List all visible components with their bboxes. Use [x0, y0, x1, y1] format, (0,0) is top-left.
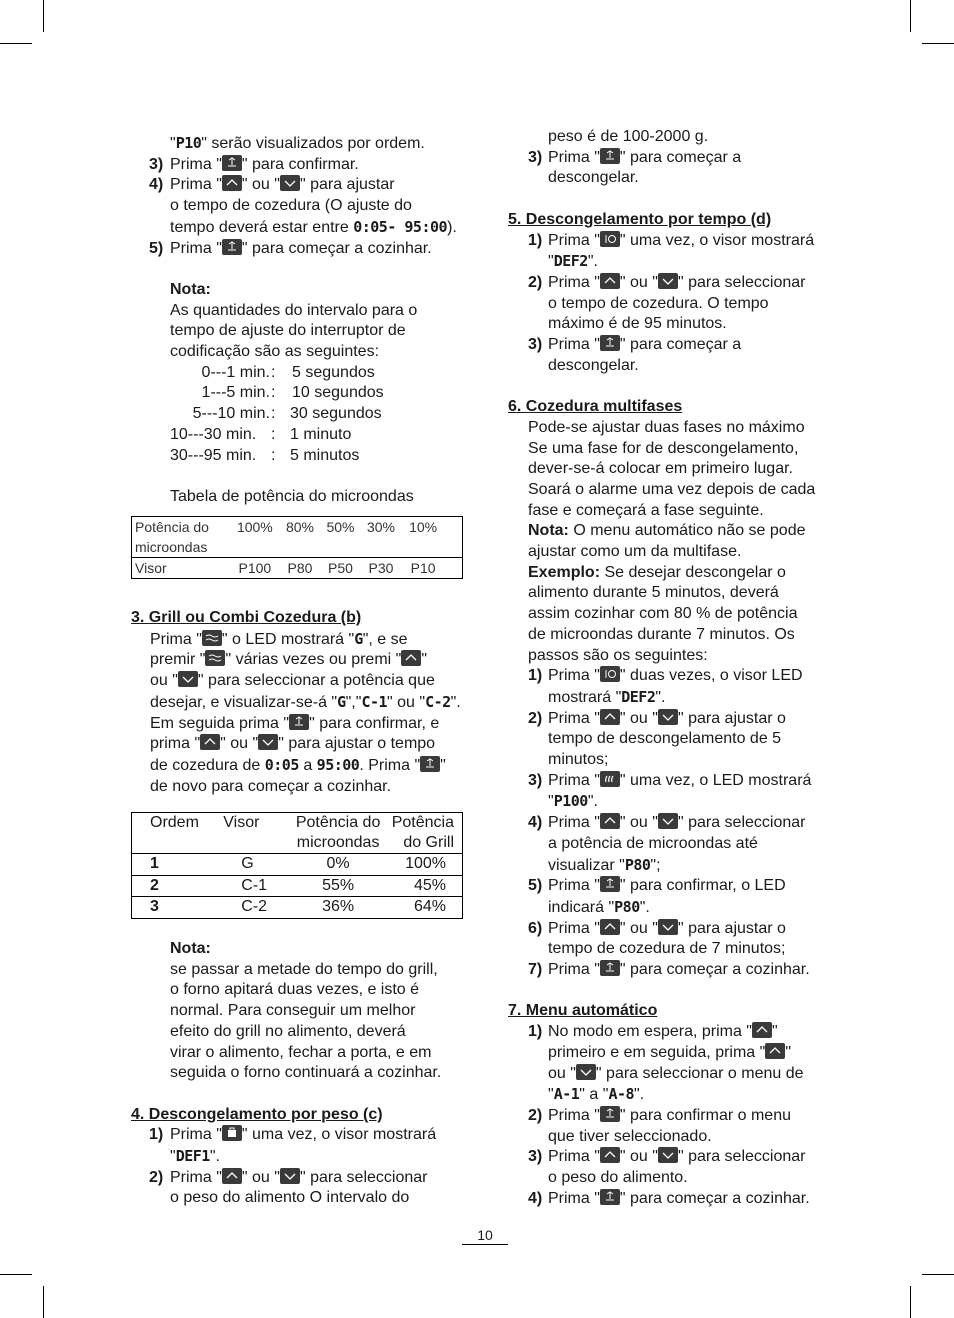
down-arrow-icon — [658, 709, 678, 725]
grill-icon — [205, 650, 225, 666]
down-arrow-icon — [178, 671, 198, 687]
table-header: Visor — [223, 814, 260, 831]
time-defrost-icon — [600, 666, 620, 682]
crop-mark — [43, 0, 44, 32]
section-3: 3. Grill ou Combi Cozedura (b) Prima " " o LED mostrará "G", e se premir " " várias vezes ou premi " " ou " " para seleccionar a potência que desejar, e visualizar-se-á "G","C-1" ou "C-2". Em seguida prima " " para confirmar, e prima " " ou " " para ajustar o tempo de cozedura de 0:05 a 95:00. Prima " " de novo para começar a cozinhar. — [131, 608, 465, 797]
up-arrow-icon — [752, 1022, 772, 1038]
crop-mark — [922, 1274, 954, 1275]
up-arrow-icon — [765, 1043, 785, 1059]
up-arrow-icon — [222, 175, 242, 191]
note-2: Nota: se passar a metade do tempo do grill, o forno apitará duas vezes, e isto é normal. Para conseguir um melhor efeito do grill no alimento, deverá virar o alimento, fechar a porta, e em seguida o forno continuará a cozinhar. 4. Descongelamento por peso (c) 1) Prima " " uma vez, o visor mostrará "DEF1". 2) Prima " " ou " " para seleccionar o peso do alimento O intervalo do — [131, 939, 465, 1209]
interval-row: 0---1 min. : 5 segundos — [201, 363, 375, 381]
section-title: 4. Descongelamento por peso (c) — [131, 1105, 383, 1123]
microwave-power-icon — [600, 771, 620, 787]
interval-row: 1---5 min. : 10 segundos — [201, 384, 384, 402]
crop-mark — [0, 43, 32, 44]
section-title: 7. Menu automático — [508, 1002, 658, 1020]
table-header: Ordem — [150, 814, 199, 831]
left-column: "P10" serão visualizados por ordem. 3) Prima " " para confirmar. 4) Prima " " ou " " para ajustar o tempo de cozedura (O ajuste do tempo deverá estar entre 0:05- 95:00). 5) Prima " " para começar a cozinhar. Nota: As quantidades do intervalo para o tempo de ajuste do interruptor de codificação são as seguintes: 0---1 min. : 5 segundos 1---5 min. : 10 segundos 5---10 min. : 30 segundos 10---30 min. : 1 minuto 30---95 min. : 5 minutos Tabela de potência do microondas — [131, 133, 465, 508]
interval-row: 10---30 min. : 1 minuto — [170, 425, 352, 443]
table-row: 2 C-1 55% 45% — [132, 875, 463, 897]
start-button-icon — [420, 756, 440, 772]
note-title: Nota: — [170, 940, 211, 957]
down-arrow-icon — [658, 1147, 678, 1163]
table-header: Potência do Grill — [391, 814, 454, 851]
step-number: 3) — [149, 155, 164, 173]
section-title: 6. Cozedura multifases — [508, 398, 683, 416]
down-arrow-icon — [280, 175, 300, 191]
crop-mark — [910, 0, 911, 32]
table-title: Tabela de potência do microondas — [170, 487, 414, 505]
up-arrow-icon — [600, 813, 620, 829]
up-arrow-icon — [600, 709, 620, 725]
time-defrost-icon — [600, 231, 620, 247]
down-arrow-icon — [658, 273, 678, 289]
note-title: Nota: — [170, 280, 211, 298]
start-button-icon — [600, 148, 620, 164]
down-arrow-icon — [576, 1064, 596, 1080]
grill-icon — [202, 630, 222, 646]
page-number: 10 — [462, 1226, 508, 1245]
table-row: 3 C-2 36% 64% — [132, 897, 463, 919]
start-button-icon — [600, 876, 620, 892]
table-row: 1 G 0% 100% — [132, 854, 463, 876]
crop-mark — [922, 43, 954, 44]
up-arrow-icon — [600, 273, 620, 289]
down-arrow-icon — [258, 734, 278, 750]
weight-defrost-icon — [222, 1125, 242, 1141]
start-button-icon — [222, 155, 242, 171]
down-arrow-icon — [658, 813, 678, 829]
start-button-icon — [289, 714, 309, 730]
start-button-icon — [600, 960, 620, 976]
up-arrow-icon — [401, 650, 421, 666]
up-arrow-icon — [600, 919, 620, 935]
table-header: Potência do microondas — [135, 519, 209, 555]
start-button-icon — [600, 335, 620, 351]
right-column: peso é de 100-2000 g. 3) Prima " " para começar a descongelar. 5. Descongelamento por tempo (d) 1) Prima " " uma vez, o visor mostrará "DEF2". 2) Prima " " ou " " para seleccionar o tempo de cozedura. O tempo máximo é de 95 minutos. 3) Prima " " para começar a descongelar. 6. Cozedura multifases Pode-se ajustar duas fases no máximo Se uma fase for de descongelamento, dever-se-á colocar em primeiro lugar. Soará o alarme uma vez depois de cada fase e começará a fase seguinte. Nota: O menu automático não se pode ajustar como um da multifase. Exemplo: Se desejar descongelar o alimento durante 5 minutos, deverá assim cozinhar com 80 % de potência de microondas durante 7 minutos. Os passos são os seguintes: 1) Prima " " duas vezes, o visor LED mostrará "DEF2". 2) Prima " " ou " " para ajustar o tempo de descongelamento de 5 minutos; 3) Prima " " uma vez, o LED mostrará "P100". 4) Prima " " ou " " para seleccionar a potência de microondas até visualizar "P80"; 5) Prima " " para confirmar, o LED indicará "P80". 6) Prima " " ou " " para ajustar o tempo de cozedura de 7 minutos; 7) Prima " " para começar a cozinhar. 7. Menu automático 1) No modo em espera, prima " " primeiro e em seguida, prima " " ou " " para seleccionar o menu de "A-1" a "A-8". 2) Prima " " para confirmar o menu que tiver seleccionado. 3) Prima " " ou " " para seleccionar o peso do alimento. 4) Prima " " para começar a cozinhar. — [508, 127, 844, 1210]
table-header: Potência do microondas — [295, 814, 381, 851]
crop-mark — [0, 1274, 32, 1275]
table-cell: Visor — [132, 558, 231, 579]
down-arrow-icon — [280, 1168, 300, 1184]
crop-mark — [910, 1286, 911, 1318]
start-button-icon — [600, 1106, 620, 1122]
start-button-icon — [222, 239, 242, 255]
power-table: Potência do microondas 100% 80% 50% 30% 10% Visor P100 P80 P50 P30 P10 — [131, 516, 463, 579]
section-title: 5. Descongelamento por tempo (d) — [508, 210, 772, 228]
interval-row: 5---10 min. : 30 segundos — [192, 405, 382, 423]
start-button-icon — [600, 1189, 620, 1205]
up-arrow-icon — [600, 1147, 620, 1163]
up-arrow-icon — [200, 734, 220, 750]
grill-table — [131, 812, 463, 919]
up-arrow-icon — [222, 1168, 242, 1184]
interval-row: 30---95 min. : 5 minutos — [170, 446, 360, 464]
down-arrow-icon — [658, 919, 678, 935]
section-title: 3. Grill ou Combi Cozedura (b) — [131, 609, 362, 626]
crop-mark — [43, 1286, 44, 1318]
text-line: "P10" serão visualizados por ordem. — [170, 134, 425, 152]
